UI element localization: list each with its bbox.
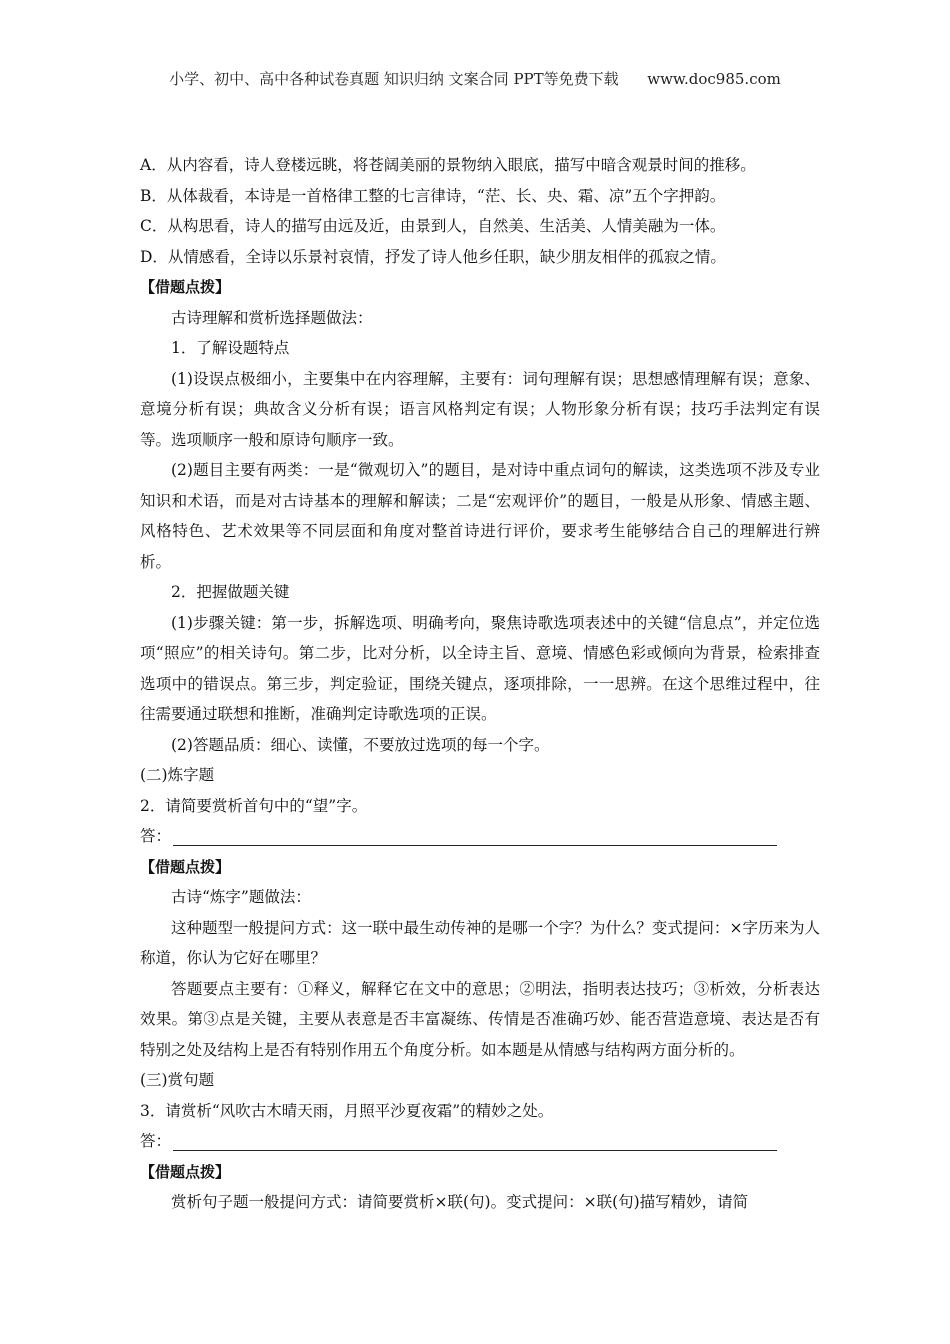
tip1-point2-b: (2)答题品质：细心、读懂，不要放过选项的每一个字。 bbox=[171, 735, 550, 754]
answer-label-3: 答： bbox=[140, 1132, 172, 1150]
tip1-point1-a: (1)设误点极细小，主要集中在内容理解，主要有：词句理解有误；思想感情理解有误；意象、意境分析有误；典故含义分析有误；语言风格判定有误；人物形象分析有误；技巧手法判定有误等。选项顺序一般和原诗句顺序一致。 bbox=[140, 369, 820, 449]
tip1-point1-b: (2)题目主要有两类：一是“微观切入”的题目，是对诗中重点词句的解读，这类选项不涉及专业知识和术语，而是对古诗基本的理解和解读；二是“宏观评价”的题目，一般是从形象、情感主题、风格特色、艺术效果等不同层面和角度对整首诗进行评价，要求考生能够结合自己的理解进行辨析。 bbox=[140, 461, 820, 571]
tip2-intro: 古诗“炼字”题做法： bbox=[171, 888, 311, 906]
document-body bbox=[140, 150, 820, 1218]
tip-heading-1: 【借题点拨】 bbox=[140, 278, 231, 296]
question-2: 2．请简要赏析首句中的“望”字。 bbox=[140, 796, 368, 815]
tip1-point1-title: 1．了解设题特点 bbox=[171, 339, 290, 357]
answer-line-3[interactable] bbox=[140, 1126, 820, 1157]
tip1-point2-title: 2．把握做题关键 bbox=[171, 583, 290, 601]
page-header bbox=[0, 68, 950, 89]
tip-heading-2: 【借题点拨】 bbox=[140, 857, 231, 876]
tip2-para2: 答题要点主要有：①释义，解释它在文中的意思；②明法，指明表达技巧；③析效，分析表达效果。第③点是关键，主要从表意是否丰富凝练、传情是否准确巧妙、能否营造意境、表达是否有特别之处及结构上是否有特别作用五个角度分析。如本题是从情感与结构两方面分析的。 bbox=[140, 979, 820, 1059]
tip-heading-3: 【借题点拨】 bbox=[140, 1162, 231, 1181]
answer-label-2: 答： bbox=[140, 827, 172, 845]
section2-title: (二)炼字题 bbox=[140, 766, 215, 784]
answer-blank-2[interactable] bbox=[173, 825, 777, 846]
section3-title: (三)赏句题 bbox=[140, 1071, 215, 1089]
answer-line-2[interactable] bbox=[140, 821, 820, 852]
question-3: 3．请赏析“风吹古木晴天雨，月照平沙夏夜霜”的精妙之处。 bbox=[140, 1101, 554, 1120]
header-site-url: www.doc985.com bbox=[647, 70, 781, 88]
tip2-para1: 这种题型一般提问方式：这一联中最生动传神的是哪一个字？为什么？变式提问：×字历来为人称道，你认为它好在哪里？ bbox=[140, 918, 820, 967]
header-left-text: 小学、初中、高中各种试卷真题 知识归纳 文案合同 PPT等免费下载 bbox=[169, 70, 619, 88]
option-c: C．从构思看，诗人的描写由远及近，由景到人，自然美、生活美、人情美融为一体。 bbox=[140, 217, 726, 235]
option-a: A．从内容看，诗人登楼远眺，将苍阔美丽的景物纳入眼底，描写中暗含观景时间的推移。 bbox=[140, 156, 756, 174]
option-b: B．从体裁看，本诗是一首格律工整的七言律诗，“茫、长、央、霜、凉”五个字押韵。 bbox=[140, 186, 726, 205]
tip3-para1: 赏析句子题一般提问方式：请简要赏析×联(句)。变式提问：×联(句)描写精妙，请简 bbox=[171, 1193, 749, 1211]
answer-blank-3[interactable] bbox=[173, 1130, 777, 1151]
tip1-intro: 古诗理解和赏析选择题做法： bbox=[171, 308, 373, 327]
option-d: D．从情感看，全诗以乐景衬哀情，抒发了诗人他乡任职，缺少朋友相伴的孤寂之情。 bbox=[140, 247, 726, 266]
tip1-point2-a: (1)步骤关键：第一步，拆解选项、明确考向，聚焦诗歌选项表述中的关键“信息点”，并定位选项“照应”的相关诗句。第二步，比对分析，以全诗主旨、意境、情感色彩或倾向为背景，检索排查选项中的错误点。第三步，判定验证，围绕关键点，逐项排除，一一思辨。在这个思维过程中，往往需要通过联想和推断，准确判定诗歌选项的正误。 bbox=[140, 613, 820, 723]
